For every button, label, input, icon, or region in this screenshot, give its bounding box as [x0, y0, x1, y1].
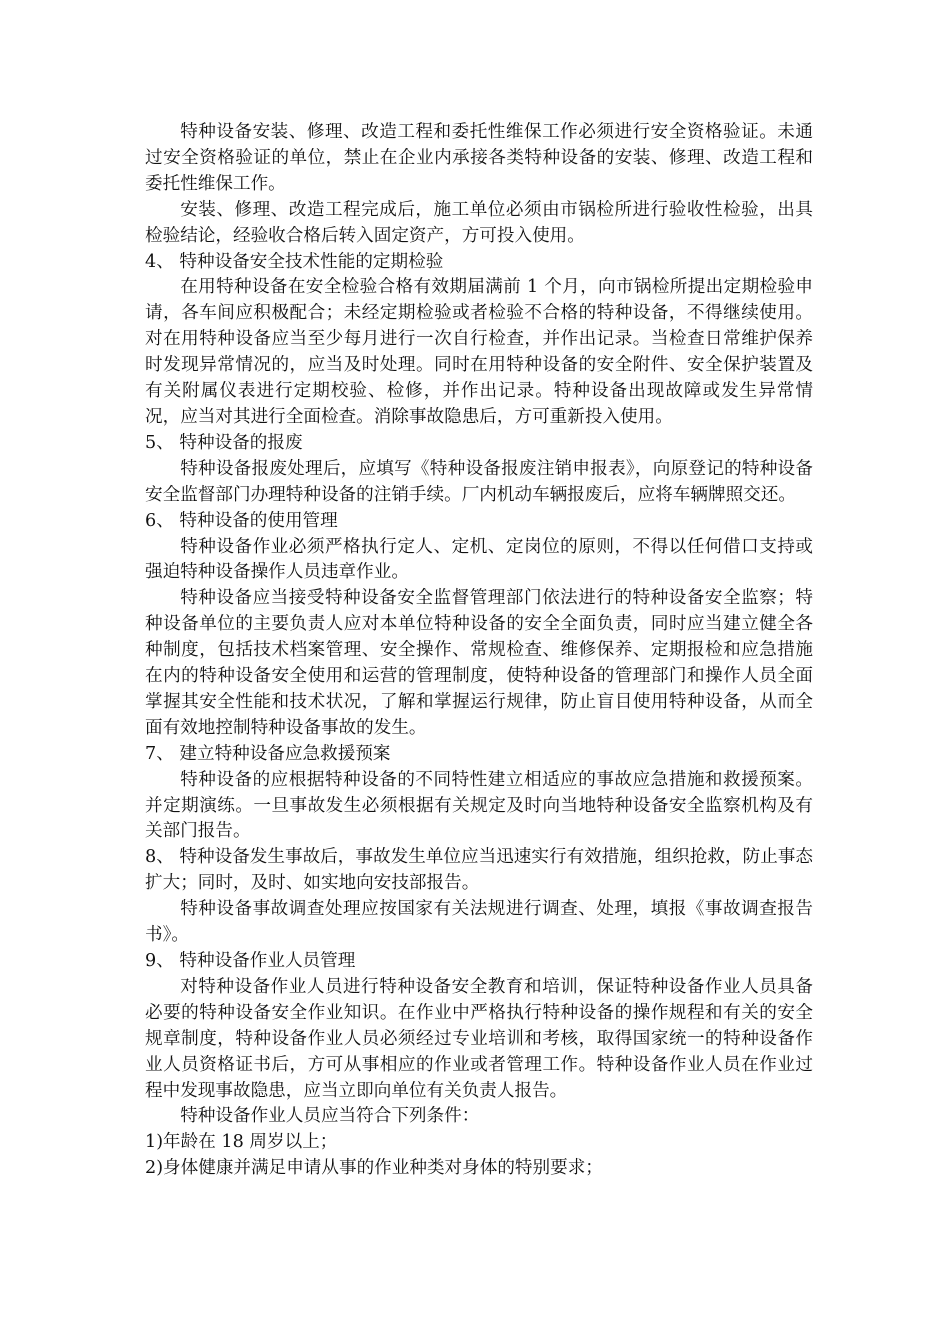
numbered-item: 8、 特种设备发生事故后，事故发生单位应当迅速实行有效措施，组织抢救，防止事态扩大；同时，及时、如实地向安技部报告。 — [145, 847, 813, 894]
paragraph: 特种设备报废处理后，应填写《特种设备报废注销申报表》，向原登记的特种设备安全监督部门办理特种设备的注销手续。厂内机动车辆报废后，应将车辆牌照交还。 — [145, 458, 813, 505]
section-heading: 7、 建立特种设备应急救援预案 — [145, 743, 391, 764]
paragraph: 特种设备作业必须严格执行定人、定机、定岗位的原则，不得以任何借口支持或强迫特种设备操作人员违章作业。 — [145, 536, 813, 583]
paragraph: 特种设备安装、修理、改造工程和委托性维保工作必须进行安全资格验证。未通过安全资格验证的单位，禁止在企业内承接各类特种设备的安装、修理、改造工程和委托性维保工作。 — [145, 122, 813, 194]
list-item: 2)身体健康并满足申请从事的作业种类对身体的特别要求； — [145, 1158, 603, 1179]
paragraph: 特种设备的应根据特种设备的不同特性建立相适应的事故应急措施和救援预案。并定期演练。一旦事故发生必须根据有关规定及时向当地特种设备安全监察机构及有关部门报告。 — [145, 769, 813, 842]
paragraph: 特种设备作业人员应当符合下列条件： — [180, 1106, 480, 1127]
paragraph: 在用特种设备在安全检验合格有效期届满前 1 个月，向市锅检所提出定期检验申请，各车间应积极配合；未经定期检验或者检验不合格的特种设备，不得继续使用。对在用特种设备应当至少每月进行一次自行检查，并作出记录。当检查日常维护保养时发现异常情况的，应当及时处理。同时在用特种设备的安全附件、安全保护装置及有关附属仪表进行定期校验、检修，并作出记录。特种设备出现故障或发生异常情况，应当对其进行全面检查。消除事故隐患后，方可重新投入使用。 — [145, 277, 813, 427]
section-heading: 4、 特种设备安全技术性能的定期检验 — [145, 251, 444, 272]
section-heading: 5、 特种设备的报废 — [145, 432, 303, 453]
paragraph: 特种设备应当接受特种设备安全监督管理部门依法进行的特种设备安全监察；特种设备单位的主要负责人应对本单位特种设备的安全全面负责，同时应当建立健全各种制度，包括技术档案管理、安全操作、常规检查、维修保养、定期报检和应急措施在内的特种设备安全使用和运营的管理制度，使特种设备的管理部门和操作人员全面掌握其安全性能和技术状况，了解和掌握运行规律，防止盲目使用特种设备，从而全面有效地控制特种设备事故的发生。 — [145, 588, 813, 738]
section-heading: 9、 特种设备作业人员管理 — [145, 951, 356, 971]
list-item: 1)年龄在 18 周岁以上； — [145, 1132, 338, 1153]
paragraph: 安装、修理、改造工程完成后，施工单位必须由市锅检所进行验收性检验，出具检验结论，经验收合格后转入固定资产，方可投入使用。 — [145, 199, 813, 246]
paragraph: 特种设备事故调查处理应按国家有关法规进行调查、处理，填报《事故调查报告书》。 — [145, 899, 813, 946]
section-heading: 6、 特种设备的使用管理 — [145, 510, 338, 531]
document-page — [145, 120, 813, 1182]
paragraph: 对特种设备作业人员进行特种设备安全教育和培训，保证特种设备作业人员具备必要的特种设备安全作业知识。在作业中严格执行特种设备的操作规程和有关的安全规章制度，特种设备作业人员必须经过专业培训和考核，取得国家统一的特种设备作业人员资格证书后，方可从事相应的作业或者管理工作。特种设备作业人员在作业过程中发现事故隐患，应当立即向单位有关负责人报告。 — [145, 976, 813, 1101]
